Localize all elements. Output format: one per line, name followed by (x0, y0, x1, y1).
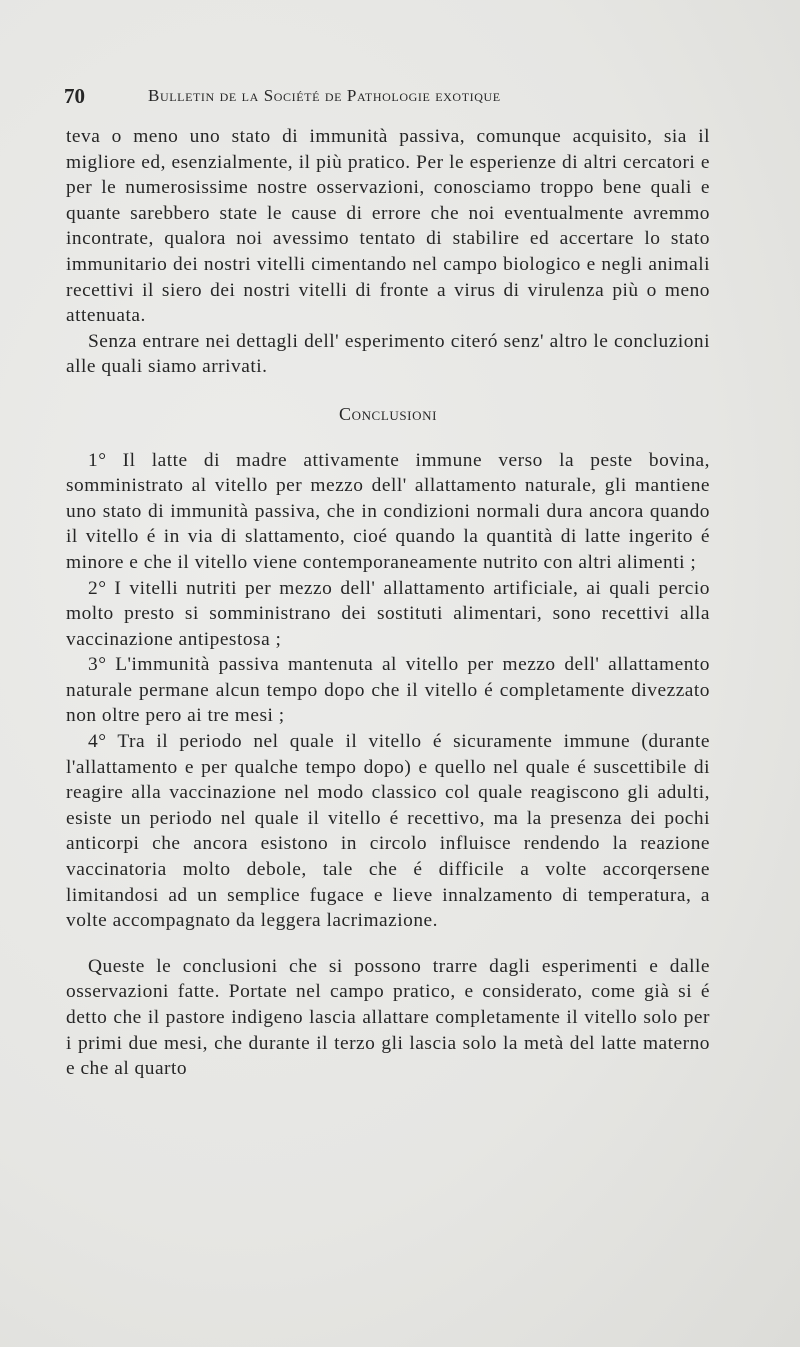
running-title: Bulletin de la Société de Pathologie exotique (148, 86, 501, 105)
paragraph-closing: Queste le conclusioni che si possono trarre dagli esperimenti e dalle osservazioni fatte. Portate nel campo pratico, e considerato, come già si é detto che il pastore indigeno lascia allattare completamente il vitello solo per i primi due mesi, che durante il terzo gli lascia solo la metà del latte materno e che al quarto (66, 955, 710, 1080)
conclusion-item: 2° I vitelli nutriti per mezzo dell' allattamento artificiale, ai quali percio molto presto si somministrano dei sostituti alimentari, sono recettivi alla vaccinazione antipestosa ; (66, 577, 710, 650)
conclusion-item: 4° Tra il periodo nel quale il vitello é sicuramente immune (durante l'allattamento e per qualche tempo dopo) e quello nel quale é suscettibile di reagire alla vaccinazione nel modo classico col quale reagiscono gli adulti, esiste un periodo nel quale il vitello é recettivo, ma la presenza dei pochi anticorpi che ancora esistono in circolo influisce rendendo la reazione vaccinatoria molto debole, tale che é difficile a volte accorqersene limitandosi ad un semplice fugace e lieve innalzamento di temperatura, a volte accompagnato da leggera lacrimazione. (66, 731, 710, 932)
article-body (66, 124, 710, 1082)
page-number: 70 (64, 84, 85, 108)
paragraph-continuation: teva o meno uno stato di immunità passiva, comunque acquisito, sia il migliore ed, esenzialmente, il più pratico. Per le esperienze di altri cercatori e per le numerosissime nostre osservazioni, conosciamo troppo bene quali e quante sarebbero state le cause di errore che noi eventualmente avremmo incontrate, qualora noi avessimo tentato di stabilire ed accertare lo stato immunitario dei nostri vitelli cimentando nel campo biologico e negli animali recettivi il siero dei nostri vitelli di fronte a virus di virulenza più o meno attenuata. (66, 126, 710, 327)
conclusion-item: 3° L'immunità passiva mantenuta al vitello per mezzo dell' allattamento naturale permane alcun tempo dopo che il vitello é completamente divezzato non oltre pero ai tre mesi ; (66, 654, 710, 727)
section-heading: Conclusioni (338, 403, 438, 424)
conclusion-item: 1° Il latte di madre attivamente immune verso la peste bovina, somministrato al vitello per mezzo dell' allattamento naturale, gli mantiene uno stato di immunità passiva, che in condizioni normali dura ancora quando il vitello é in via di slattamento, cioé quando la quantità di latte ingerito é minore e che il vitello viene contemporaneamente nutrito con altri alimenti ; (66, 449, 710, 573)
page-header (64, 82, 710, 112)
paragraph-intro-conclusions: Senza entrare nei dettagli dell' esperimento citeró senz' altro le concluzioni alle quali siamo arrivati. (66, 330, 710, 378)
